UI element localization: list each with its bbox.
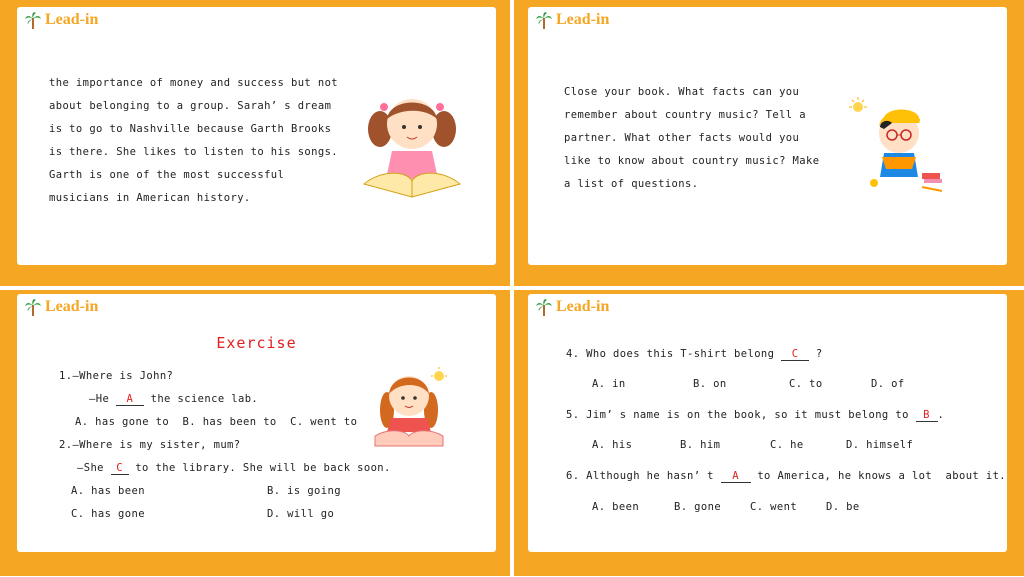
passage-line: the importance of money and success but not xyxy=(49,77,339,89)
instruction-line: Close your book. What facts can you xyxy=(564,86,800,98)
option: C. to xyxy=(789,378,823,390)
palm-tree-icon xyxy=(25,11,41,29)
instruction-line: remember about country music? Tell a xyxy=(564,109,806,121)
palm-tree-icon xyxy=(536,298,552,316)
question-sentence: —She C to the library. She will be back soon. xyxy=(77,462,391,474)
answer-blank: A xyxy=(721,471,751,483)
option: A. been xyxy=(592,501,640,513)
option: A. in xyxy=(592,378,626,390)
slide-title xyxy=(536,11,609,29)
slide-title-text: Lead-in xyxy=(45,11,99,28)
option-c: C. has gone xyxy=(71,508,145,520)
instruction-line: like to know about country music? Make xyxy=(564,155,820,167)
slide-title xyxy=(25,11,98,29)
instruction-line: partner. What other facts would you xyxy=(564,132,800,144)
option-d: D. will go xyxy=(267,508,335,520)
passage-line: about belonging to a group. Sarah’ s dream xyxy=(49,100,332,112)
slide-title-text: Lead-in xyxy=(556,11,610,28)
option: B. on xyxy=(693,378,727,390)
slide-title-text: Lead-in xyxy=(45,298,99,315)
exercise-title: Exercise xyxy=(216,334,297,352)
passage-line: musicians in American history. xyxy=(49,192,251,204)
question-sentence: —He A the science lab. xyxy=(89,393,259,405)
instruction-line: a list of questions. xyxy=(564,178,699,190)
slide-title xyxy=(25,298,98,316)
option: D. himself xyxy=(846,439,914,451)
passage-line: is to go to Nashville because Garth Brooks xyxy=(49,123,332,135)
slide-3[interactable] xyxy=(0,290,510,576)
girl-reading-illustration xyxy=(362,89,462,199)
question-stem: 2.—Where is my sister, mum? xyxy=(59,439,241,451)
answer-blank: C xyxy=(111,463,129,475)
question-5: 5. Jim’ s name is on the book, so it must belong to B . xyxy=(566,409,945,421)
option: D. be xyxy=(826,501,860,513)
question-options: A. has gone to B. has been to C. went to xyxy=(75,416,358,428)
boy-reading-illustration xyxy=(844,95,954,195)
option: B. gone xyxy=(674,501,722,513)
option: B. him xyxy=(680,439,721,451)
palm-tree-icon xyxy=(536,11,552,29)
slide-4[interactable] xyxy=(514,290,1024,576)
answer-blank: C xyxy=(781,349,809,361)
girl-idea-illustration xyxy=(373,366,453,448)
answer-blank: A xyxy=(116,394,144,406)
question-4: 4. Who does this T-shirt belong C ? xyxy=(566,348,823,360)
slide-1[interactable] xyxy=(0,0,510,286)
option: D. of xyxy=(871,378,905,390)
slide-card xyxy=(17,294,496,552)
option: A. his xyxy=(592,439,633,451)
option-b: B. is going xyxy=(267,485,341,497)
question-stem: 1.—Where is John? xyxy=(59,370,174,382)
passage-line: is there. She likes to listen to his songs. xyxy=(49,146,339,158)
slide-card xyxy=(528,294,1007,552)
palm-tree-icon xyxy=(25,298,41,316)
answer-blank: B xyxy=(916,410,938,422)
slide-title-text: Lead-in xyxy=(556,298,610,315)
option: C. he xyxy=(770,439,804,451)
slide-card xyxy=(17,7,496,265)
slide-card xyxy=(528,7,1007,265)
slide-2[interactable] xyxy=(514,0,1024,286)
option-a: A. has been xyxy=(71,485,145,497)
option: C. went xyxy=(750,501,798,513)
slide-title xyxy=(536,298,609,316)
passage-line: Garth is one of the most successful xyxy=(49,169,285,181)
question-6: 6. Although he hasn’ t A to America, he knows a lot about it. xyxy=(566,470,1007,482)
